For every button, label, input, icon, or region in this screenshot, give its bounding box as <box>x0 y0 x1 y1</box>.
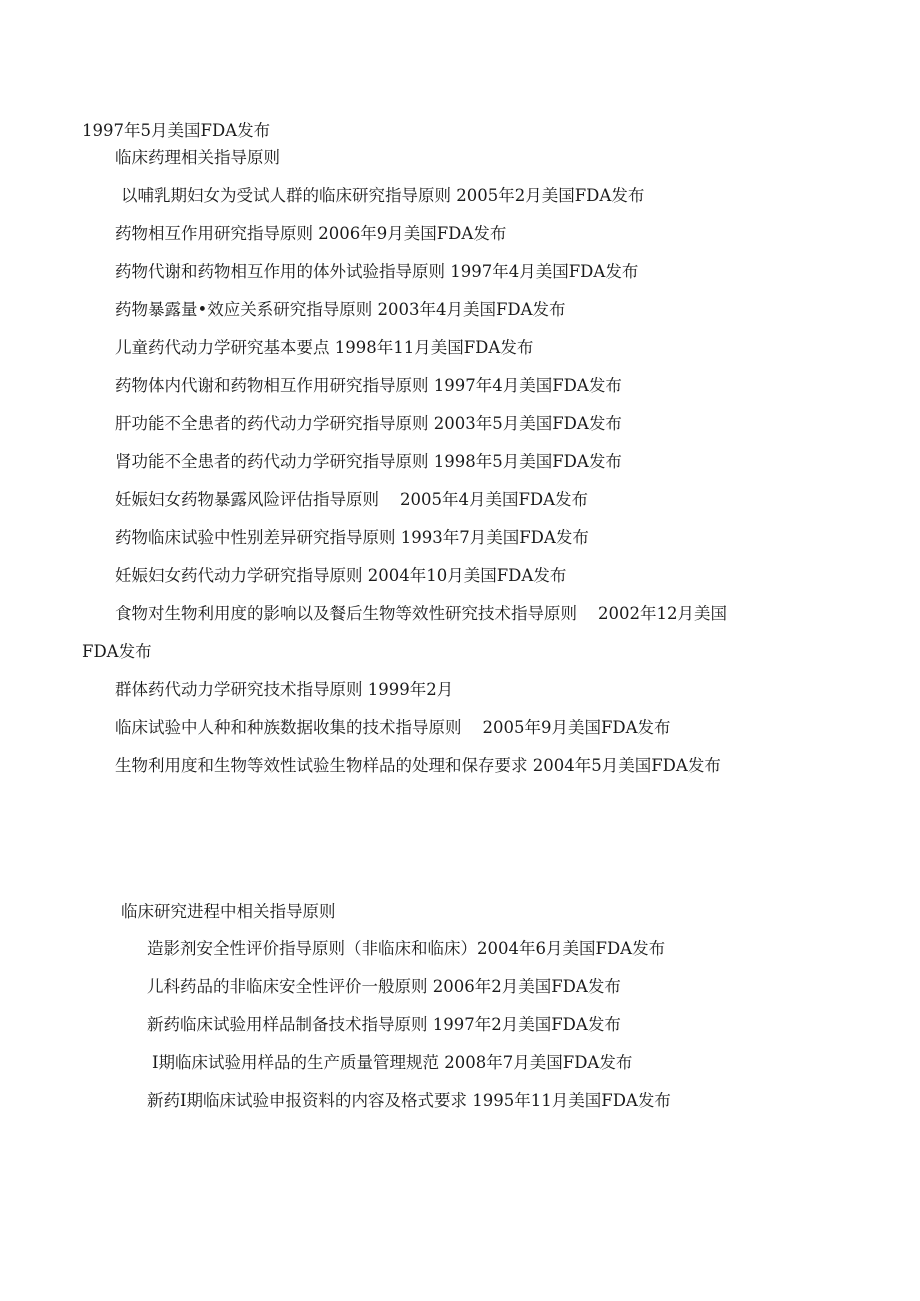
list-item: 药物暴露量•效应关系研究指导原则 2003年4月美国FDA发布 <box>115 300 566 319</box>
list-item: 肝功能不全患者的药代动力学研究指导原则 2003年5月美国FDA发布 <box>115 414 622 433</box>
list-item: 药物临床试验中性别差异研究指导原则 1993年7月美国FDA发布 <box>115 528 589 547</box>
list-item-continuation: FDA发布 <box>82 642 152 661</box>
list-item: 药物体内代谢和药物相互作用研究指导原则 1997年4月美国FDA发布 <box>115 376 622 395</box>
list-item: 造影剂安全性评价指导原则（非临床和临床）2004年6月美国FDA发布 <box>147 939 666 958</box>
list-item: 生物利用度和生物等效性试验生物样品的处理和保存要求 2004年5月美国FDA发布 <box>115 756 721 775</box>
list-item: 儿童药代动力学研究基本要点 1998年11月美国FDA发布 <box>115 338 534 357</box>
list-item: I期临床试验用样品的生产质量管理规范 2008年7月美国FDA发布 <box>152 1053 633 1072</box>
top-note: 1997年5月美国FDA发布 <box>82 121 271 140</box>
list-item: 新药I期临床试验申报资料的内容及格式要求 1995年11月美国FDA发布 <box>147 1091 671 1110</box>
list-item: 群体药代动力学研究技术指导原则 1999年2月 <box>115 680 454 699</box>
list-item: 妊娠妇女药物暴露风险评估指导原则 2005年4月美国FDA发布 <box>115 490 589 509</box>
list-item: 肾功能不全患者的药代动力学研究指导原则 1998年5月美国FDA发布 <box>115 452 622 471</box>
list-item: 药物相互作用研究指导原则 2006年9月美国FDA发布 <box>115 224 507 243</box>
list-item: 食物对生物利用度的影响以及餐后生物等效性研究技术指导原则 2002年12月美国 <box>115 604 727 623</box>
list-item: 新药临床试验用样品制备技术指导原则 1997年2月美国FDA发布 <box>147 1015 621 1034</box>
section-heading-clinical-pharmacology: 临床药理相关指导原则 <box>115 148 280 167</box>
list-item: 以哺乳期妇女为受试人群的临床研究指导原则 2005年2月美国FDA发布 <box>121 186 645 205</box>
list-item: 妊娠妇女药代动力学研究指导原则 2004年10月美国FDA发布 <box>115 566 567 585</box>
list-item: 儿科药品的非临床安全性评价一般原则 2006年2月美国FDA发布 <box>147 977 621 996</box>
list-item: 临床试验中人种和种族数据收集的技术指导原则 2005年9月美国FDA发布 <box>115 718 671 737</box>
list-item: 药物代谢和药物相互作用的体外试验指导原则 1997年4月美国FDA发布 <box>115 262 639 281</box>
section-heading-clinical-research-process: 临床研究进程中相关指导原则 <box>121 902 336 921</box>
